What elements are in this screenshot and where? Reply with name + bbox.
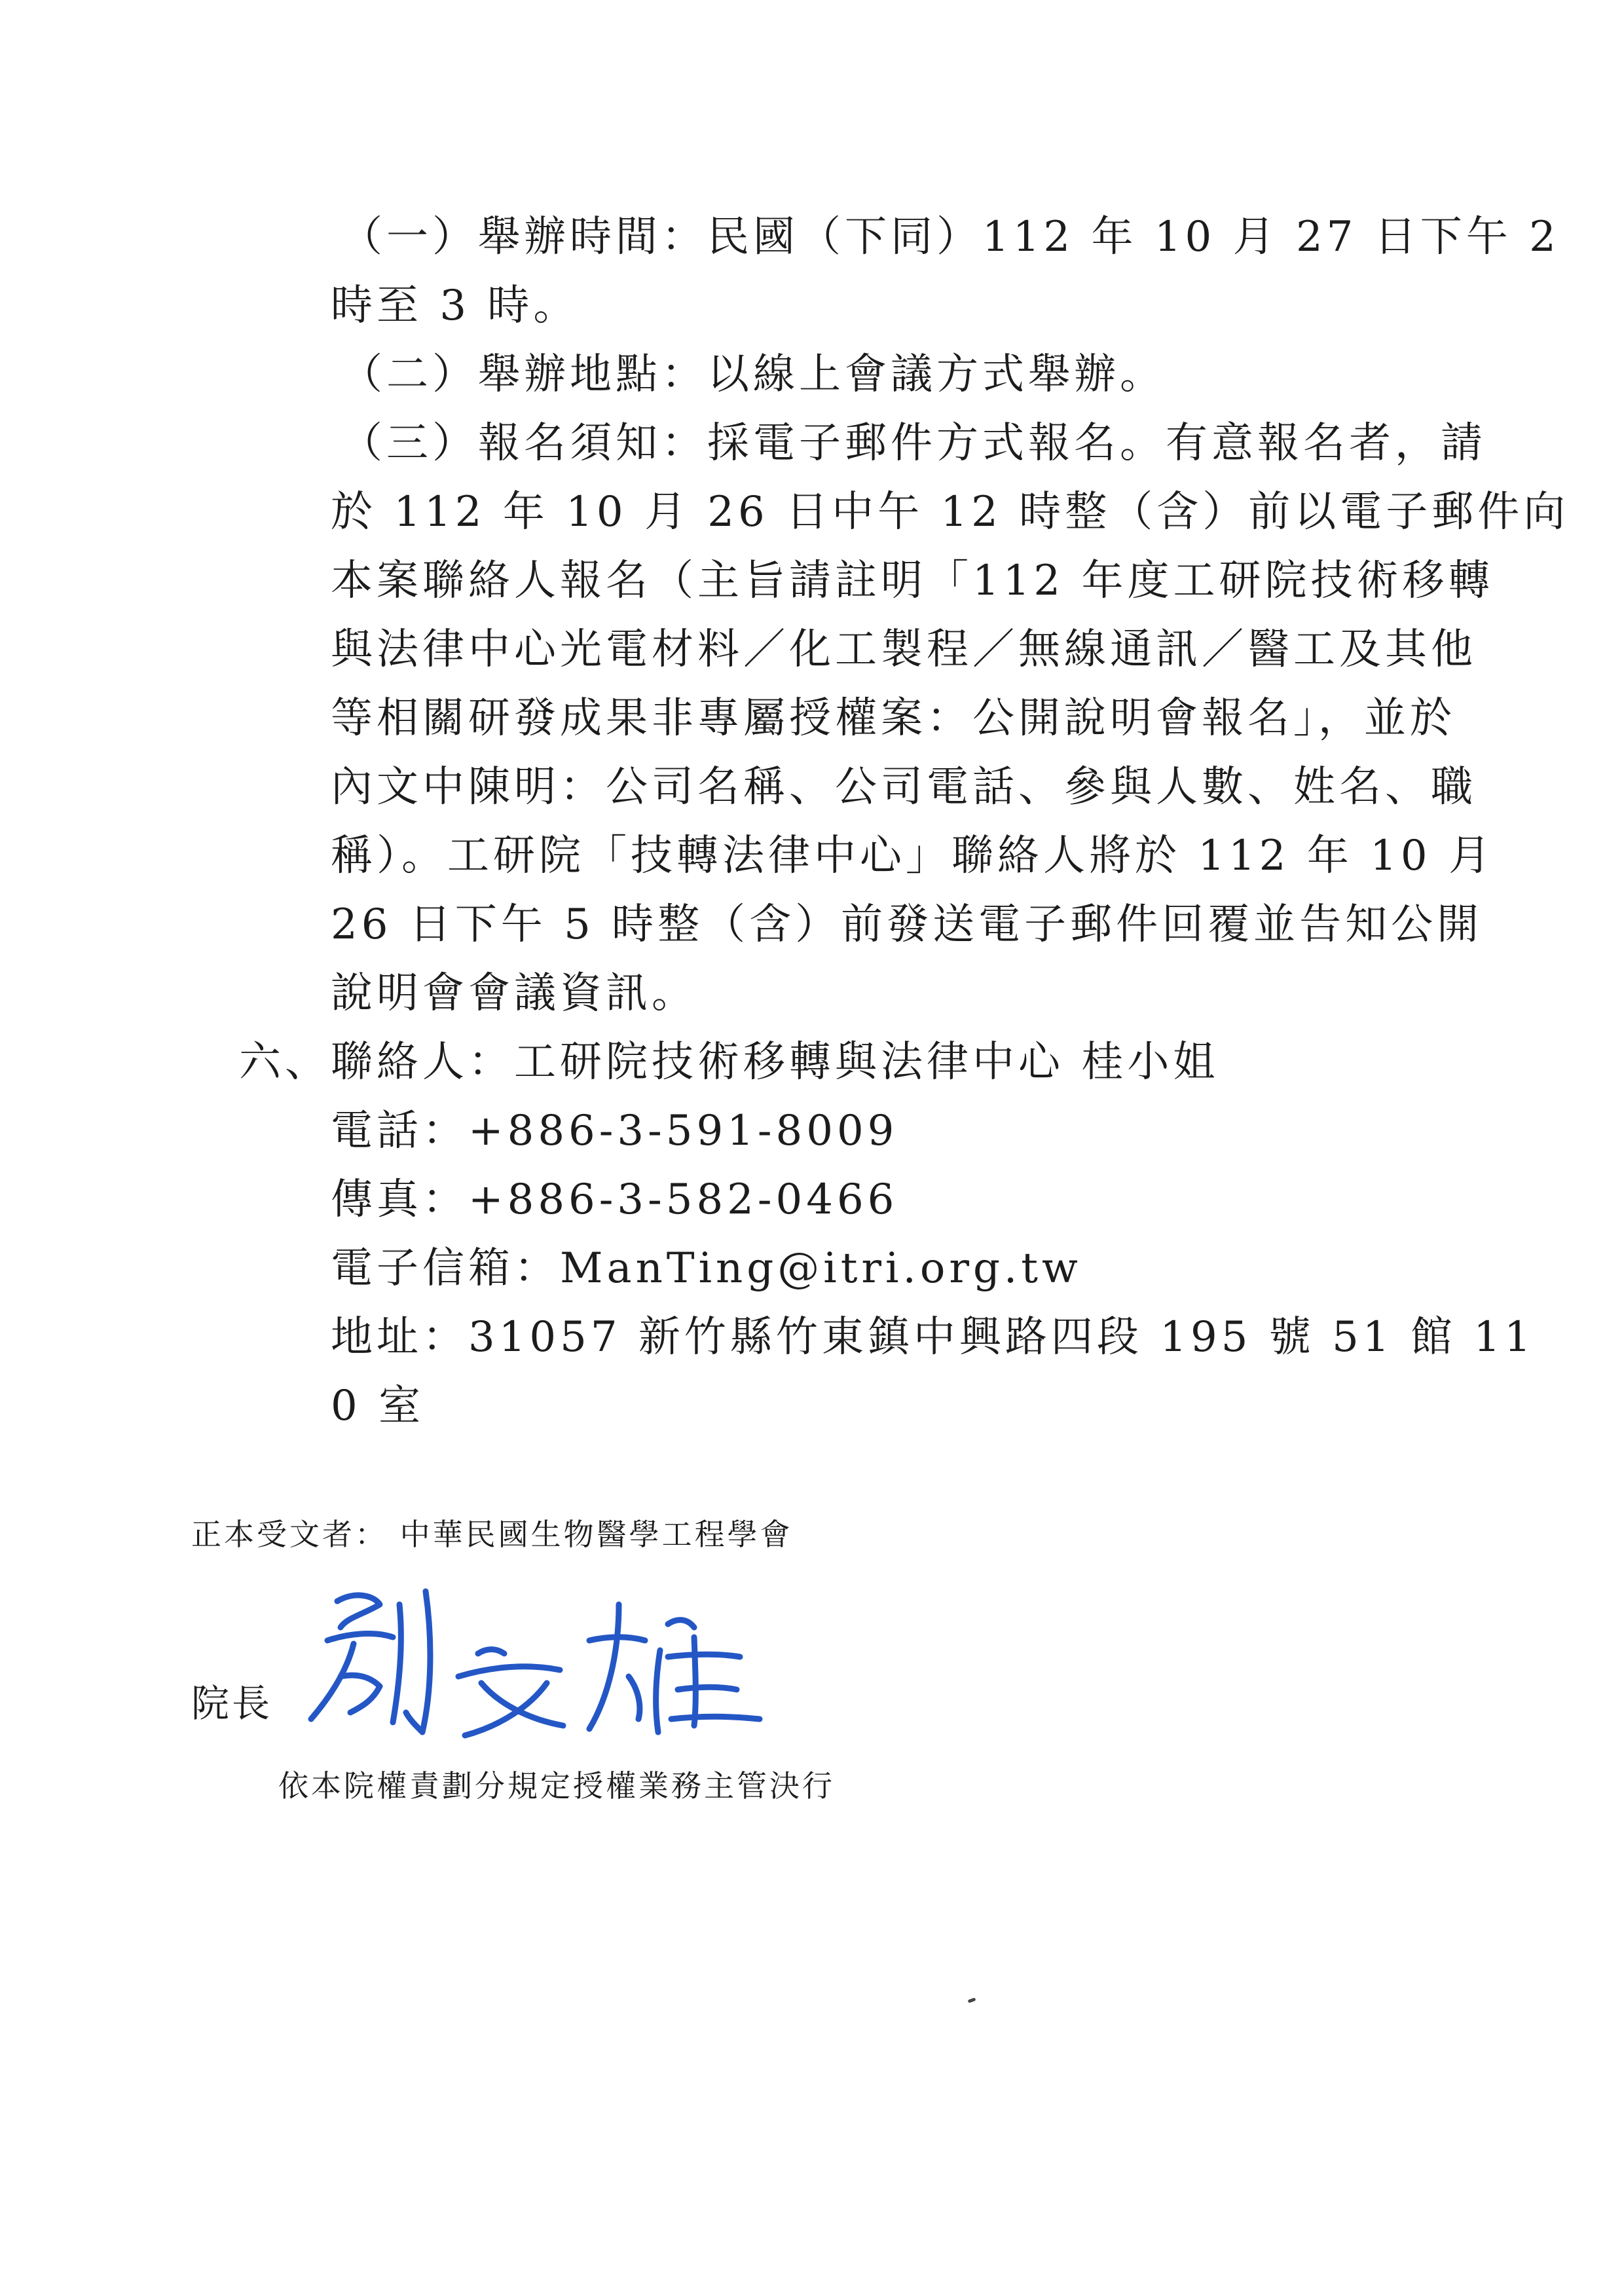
director-signature	[301, 1578, 773, 1749]
item-time-value: 民國（下同）112 年 10 月 27 日下午 2	[707, 213, 1560, 261]
item-reg-line-7: 稱）。工研院「技轉法律中心」聯絡人將於 112 年 10 月	[331, 832, 1494, 880]
contact-fax: 傳真：+886-3-582-0466	[331, 1176, 898, 1224]
contact-email: 電子信箱：ManTing@itri.org.tw	[331, 1244, 1082, 1293]
scan-speck	[968, 1997, 976, 2003]
item-reg-text-1: 採電子郵件方式報名。有意報名者，請	[707, 419, 1486, 468]
contact-heading: 六、聯絡人：工研院技術移轉與法律中心 桂小姐	[239, 1038, 1219, 1086]
contact-phone: 電話：+886-3-591-8009	[331, 1107, 898, 1155]
item-reg-line-2: 於 112 年 10 月 26 日中午 12 時整（含）前以電子郵件向	[331, 488, 1570, 536]
item-place-label: （二）舉辦地點：	[341, 350, 707, 399]
item-place-value: 以線上會議方式舉辦。	[707, 350, 1166, 399]
item-reg-line-6: 內文中陳明：公司名稱、公司電話、參與人數、姓名、職	[331, 763, 1477, 811]
item-place-line	[341, 350, 1166, 399]
item-time-line-1	[341, 213, 1560, 261]
item-time-line-2: 時至 3 時。	[331, 282, 580, 330]
item-reg-line-8: 26 日下午 5 時整（含）前發送電子郵件回覆並告知公開	[331, 900, 1483, 949]
delegation-note: 依本院權責劃分規定授權業務主管決行	[278, 1768, 835, 1804]
recipient-line: 正本受文者： 中華民國生物醫學工程學會	[191, 1517, 793, 1552]
item-reg-line-5: 等相關研發成果非專屬授權案：公開說明會報名」，並於	[331, 694, 1456, 743]
item-reg-line-4: 與法律中心光電材料／化工製程／無線通訊／醫工及其他	[331, 625, 1477, 674]
signatory-title: 院長	[191, 1681, 273, 1726]
item-time-label: （一）舉辦時間：	[341, 213, 707, 261]
item-reg-line-3: 本案聯絡人報名（主旨請註明「112 年度工研院技術移轉	[331, 557, 1494, 605]
contact-address-line-1: 地址：31057 新竹縣竹東鎮中興路四段 195 號 51 館 11	[331, 1313, 1535, 1361]
item-reg-line-9: 說明會會議資訊。	[331, 969, 697, 1018]
item-reg-label: （三）報名須知：	[341, 419, 707, 468]
item-reg-line-1	[341, 419, 1486, 468]
contact-address-line-2: 0 室	[331, 1382, 425, 1430]
